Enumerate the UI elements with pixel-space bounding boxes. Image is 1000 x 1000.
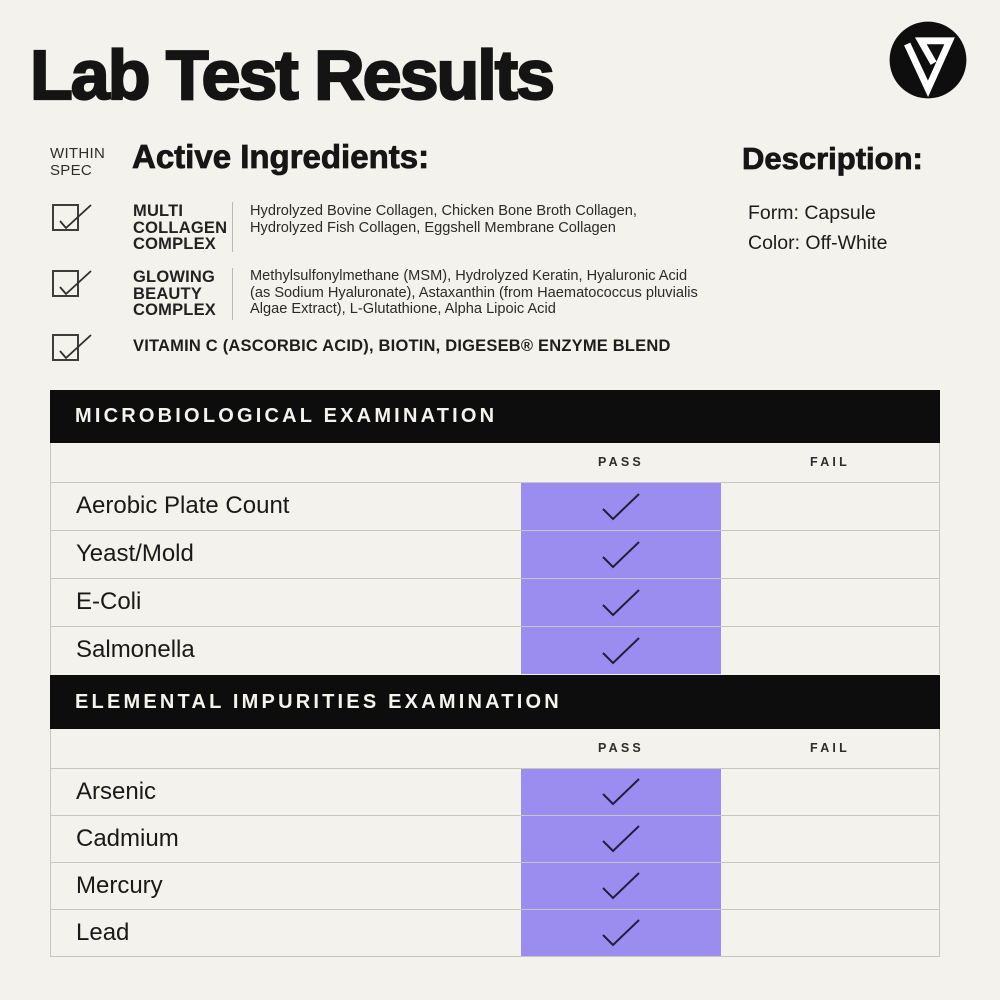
ingredient-description: Methylsulfonylmethane (MSM), Hydrolyzed Keratin, Hyaluronic Acid (as Sodium Hyaluronate), Astaxanthin (from Haematococcus pluvialis Algae Extract), L-Glutathione, Alpha Lipoic Acid (250, 268, 698, 318)
ingredient-name: MULTI COLLAGEN COMPLEX (133, 202, 228, 253)
checkmark-icon (598, 776, 644, 808)
table-row: Mercury (51, 863, 939, 910)
ingredient-description: VITAMIN C (ASCORBIC ACID), BIOTIN, DIGESEB® ENZYME BLEND (133, 337, 671, 355)
pass-cell (521, 579, 721, 626)
pass-cell (521, 910, 721, 956)
checkmark-icon (50, 322, 94, 366)
table-row: Lead (51, 910, 939, 956)
fail-column-header: FAIL (810, 455, 850, 469)
checkmark-icon (598, 539, 644, 571)
checkmark-icon (50, 192, 94, 236)
checkmark-icon (598, 917, 644, 949)
fail-cell (721, 816, 939, 862)
form-value: Form: Capsule (748, 202, 876, 224)
color-value: Color: Off-White (748, 232, 888, 254)
table-column-headers (51, 729, 939, 769)
pass-cell (521, 531, 721, 578)
table-row: Aerobic Plate Count (51, 483, 939, 531)
ingredient-name: GLOWING BEAUTY COMPLEX (133, 268, 216, 319)
description-heading: Description: (742, 141, 923, 176)
table-section-header: MICROBIOLOGICAL EXAMINATION (50, 390, 940, 443)
within-spec-checkbox (52, 270, 79, 297)
fail-cell (721, 627, 939, 674)
table-row: Arsenic (51, 769, 939, 816)
brand-v-logo-icon (888, 20, 968, 100)
checkmark-icon (598, 587, 644, 619)
pass-cell (521, 627, 721, 674)
fail-cell (721, 483, 939, 530)
fail-cell (721, 531, 939, 578)
checkmark-icon (598, 870, 644, 902)
within-spec-checkbox (52, 204, 79, 231)
checkmark-icon (598, 635, 644, 667)
pass-cell (521, 769, 721, 815)
table-row: E-Coli (51, 579, 939, 627)
fail-cell (721, 769, 939, 815)
ingredient-divider (232, 202, 233, 252)
fail-cell (721, 579, 939, 626)
within-spec-checkbox (52, 334, 79, 361)
page-title: Lab Test Results (30, 36, 553, 114)
pass-column-header: PASS (598, 741, 644, 755)
checkmark-icon (50, 258, 94, 302)
elemental-impurities-table (50, 675, 940, 957)
microbiological-table (50, 390, 940, 674)
ingredient-description: Hydrolyzed Bovine Collagen, Chicken Bone Broth Collagen, Hydrolyzed Fish Collagen, Eggshell Membrane Collagen (250, 203, 637, 236)
fail-cell (721, 910, 939, 956)
active-ingredients-heading: Active Ingredients: (132, 138, 430, 175)
table-section-header: ELEMENTAL IMPURITIES EXAMINATION (50, 675, 940, 729)
table-row: Cadmium (51, 816, 939, 863)
pass-cell (521, 863, 721, 909)
table-column-headers (51, 443, 939, 483)
fail-column-header: FAIL (810, 741, 850, 755)
checkmark-icon (598, 823, 644, 855)
fail-cell (721, 863, 939, 909)
pass-cell (521, 816, 721, 862)
pass-column-header: PASS (598, 455, 644, 469)
checkmark-icon (598, 491, 644, 523)
table-row: Salmonella (51, 627, 939, 674)
pass-cell (521, 483, 721, 530)
ingredient-divider (232, 268, 233, 320)
table-row: Yeast/Mold (51, 531, 939, 579)
within-spec-label: WITHIN SPEC (50, 145, 106, 179)
